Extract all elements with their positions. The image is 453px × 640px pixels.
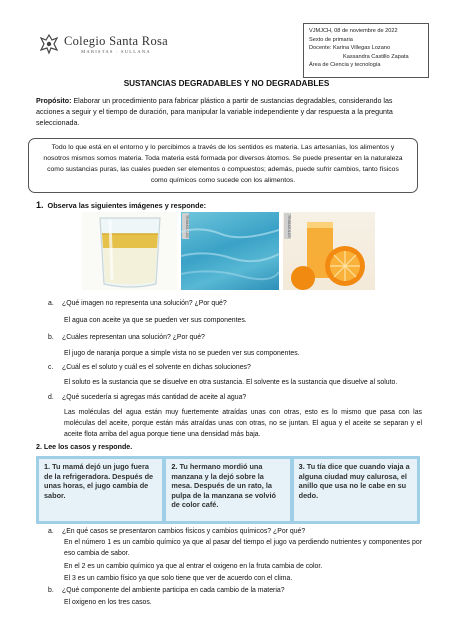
question-letter: b. [48, 587, 54, 594]
section-1-title: Observa las siguientes imágenes y responde: [47, 201, 207, 210]
question-2a [48, 526, 305, 537]
case-text: Tu mamá dejó un jugo fuera de la refrigeradora. Después de unas horas, el jugo cambia de sabor. [44, 462, 154, 500]
water-image [181, 212, 279, 290]
orange-juice-image [283, 212, 375, 290]
cases-panel [36, 456, 420, 524]
case-card [166, 459, 289, 521]
question-letter: c. [48, 364, 54, 371]
case-card [39, 459, 162, 521]
crest-icon [38, 33, 60, 55]
question-text: ¿Qué imagen no representa una solución? ¿Por qué? [62, 300, 227, 307]
answer-1b: El jugo de naranja porque a simple vista no se pueden ver sus componentes. [64, 350, 300, 357]
image-tag: TRIÁNGULOS [182, 213, 189, 239]
question-1a [48, 298, 227, 309]
image-row [82, 212, 379, 290]
question-text: ¿Cuáles representan una solución? ¿Por qué? [62, 334, 205, 341]
case-card [294, 459, 417, 521]
header-info-box [303, 23, 429, 78]
case-text: Tu tía dice que cuando viaja a alguna ciudad muy calurosa, el anillo que usa no le cabe en su dedo. [298, 462, 410, 500]
purpose-text: Elaborar un procedimiento para fabricar plástico a partir de sustancias degradables, considerando las acciones a seguir y el tiempo de duración, para manipular la variable independiente y dar respuesta a la pregunta seleccionada. [36, 97, 393, 128]
answer-2b-1: El oxigeno en los tres casos. [64, 599, 152, 606]
question-letter: a. [48, 528, 54, 535]
answer-2a-1: En el número 1 es un cambio químico ya que al pasar del tiempo el jugo va perdiendo nutrientes y componentes por eso cambia de sabor. [64, 539, 422, 558]
case-number: 3. [298, 462, 305, 471]
purpose-paragraph [36, 96, 421, 130]
purpose-label: Propósito: [36, 97, 72, 105]
school-subtitle: MARISTAS · SULLANA [81, 48, 151, 54]
school-name: Colegio Santa Rosa [64, 33, 169, 48]
school-logo [38, 33, 168, 55]
question-letter: b. [48, 334, 54, 341]
page-title: SUSTANCIAS DEGRADABLES Y NO DEGRADABLES [123, 79, 330, 88]
question-2b [48, 585, 285, 596]
question-letter: a. [48, 300, 54, 307]
oil-water-glass-image [82, 212, 177, 290]
case-number: 1. [44, 462, 51, 471]
question-text: ¿Qué componente del ambiente participa en cada cambio de la materia? [62, 587, 285, 594]
section-2-heading: 2. Lee los casos y responde. [36, 443, 133, 451]
info-area: Área de Ciencia y tecnología [309, 62, 381, 69]
question-1b [48, 332, 205, 343]
question-1c [48, 362, 251, 373]
section-1-number: 1. [36, 200, 44, 210]
question-text: ¿Cuál es el soluto y cuál es el solvente en dichas soluciones? [62, 364, 251, 371]
image-tag: TRIÁNGULOS [284, 213, 291, 239]
answer-1d: Las moléculas del agua están muy fuertemente atraídas unas con otras, esto es lo mismo que pasa con las moléculas del aceite, porque están más atraídas unas con otras, no se juntan. El agua y el aceite se separan y el aceite flota arriba del agua porque tiene una densidad más baja. [64, 409, 422, 439]
section-1-heading [36, 200, 206, 210]
answer-1a: El agua con aceite ya que se pueden ver sus componentes. [64, 317, 247, 324]
info-date: VJMJCH, 08 de noviembre de 2022 [309, 28, 398, 34]
info-teacher: Docente: Karina Villegas Lozano [309, 45, 391, 52]
question-letter: d. [48, 394, 54, 401]
case-text: Tu hermano mordió una manzana y la dejó sobre la mesa. Después de un rato, la pulpa de la manzana se volvió de color café. [171, 462, 276, 510]
answer-2a-2: En el 2 es un cambio químico ya que al entrar el oxigeno en la fruta cambia de color. [64, 563, 323, 570]
question-1d [48, 392, 246, 403]
question-text: ¿En qué casos se presentaron cambios físicos y cambios químicos? ¿Por qué? [62, 528, 306, 535]
answer-1c: El soluto es la sustancia que se disuelve en otra sustancia. El solvente es la sustancia que disuelve al soluto. [64, 379, 398, 386]
case-number: 2. [171, 462, 178, 471]
info-callout: Todo lo que está en el entorno y lo percibimos a través de los sentidos es materia. Las artesanías, los alimentos y nosotros mismos somos materia. Toda materia está formada por diversos átomos. Se puede presentar en la naturaleza como sustancias puras, las cuales pueden ser elementos o compuestos; además, puede sufrir cambios, tanto físicos como químicos como sucede con los alimentos. [28, 138, 418, 193]
question-text: ¿Qué sucedería si agregas más cantidad de aceite al agua? [62, 394, 247, 401]
info-grade: Sexto de primaria [309, 36, 353, 43]
answer-2a-3: El 3 es un cambio físico ya que solo tiene que ver de acuerdo con el clima. [64, 575, 293, 582]
info-student: Kassandra Castillo Zapata [343, 53, 409, 60]
